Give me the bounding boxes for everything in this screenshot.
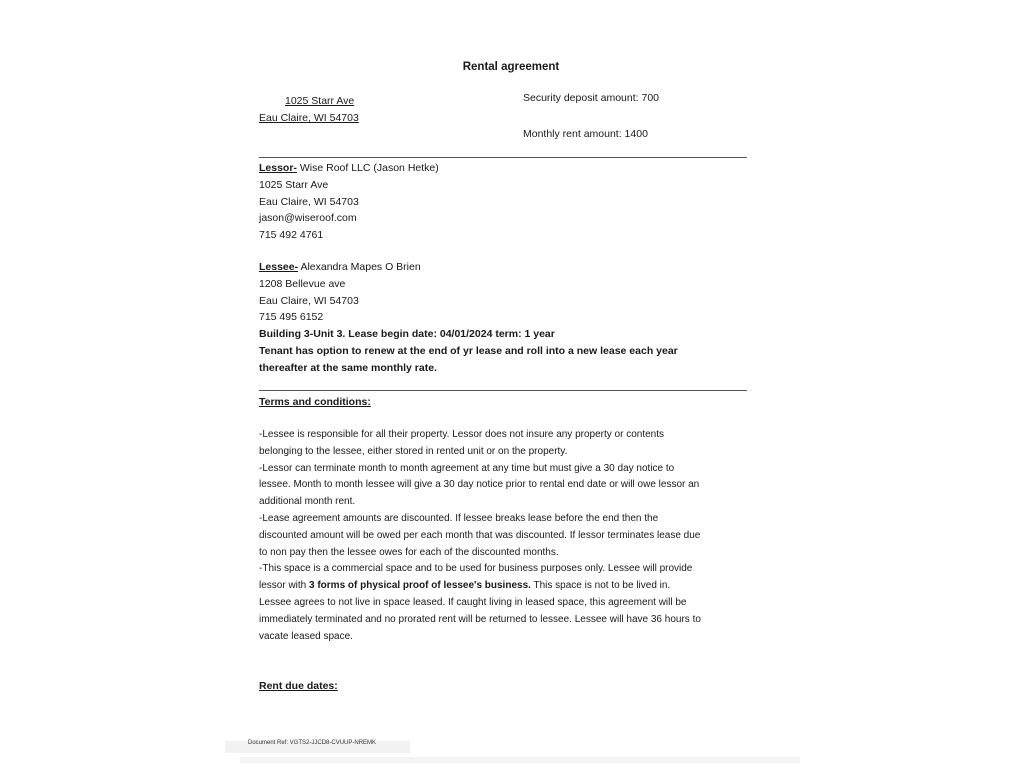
lessor-block	[259, 160, 439, 244]
terms-text: lessor with	[259, 580, 310, 592]
terms-line	[259, 578, 769, 595]
terms-body	[259, 427, 769, 645]
lease-info-line1: Building 3-Unit 3. Lease begin date: 04/01/2024 term: 1 year	[259, 328, 555, 341]
lease-info-line3: thereafter at the same monthly rate.	[259, 361, 437, 374]
document-title: Rental agreement	[462, 61, 560, 73]
terms-line: additional month rent.	[259, 496, 356, 508]
monthly-rent: Monthly rent amount: 1400	[523, 128, 648, 140]
lease-info-line2: Tenant has option to renew at the end of yr lease and roll into a new lease each year	[259, 344, 678, 357]
security-deposit: Security deposit amount: 700	[523, 92, 659, 104]
lessor-name-line	[259, 160, 439, 177]
lessee-block	[259, 259, 678, 377]
lessor-phone: 715 492 4761	[259, 229, 324, 242]
terms-line: lessee. Month to month lessee will give a 30 day notice prior to rental end date or will owe lessor an	[259, 479, 700, 491]
terms-line: discounted amount will be owed per each month that was discounted. If lessor terminates lease due	[259, 529, 701, 541]
document-reference: Document Ref: VGTS2-JJCD8-CVUUP-NREMK	[248, 740, 377, 746]
divider-top	[259, 157, 747, 158]
lessor-name: Wise Roof LLC (Jason Hetke)	[296, 162, 439, 174]
lessee-address2: Eau Claire, WI 54703	[259, 294, 359, 307]
property-address-line1: 1025 Starr Ave	[285, 95, 355, 107]
terms-line: -Lessee is responsible for all their property. Lessor does not insure any property or contents	[259, 429, 665, 440]
page-bottom-edge	[240, 757, 800, 763]
divider-middle	[259, 390, 747, 391]
lessee-phone: 715 495 6152	[259, 311, 324, 324]
terms-line: -Lessor can terminate month to month agreement at any time but must give a 30 day notice to	[259, 462, 675, 474]
lessee-address1: 1208 Bellevue ave	[259, 277, 346, 290]
terms-bold-text: 3 forms of physical proof of lessee's business.	[309, 580, 531, 592]
lessee-name-line	[259, 259, 678, 276]
terms-line: -Lease agreement amounts are discounted. If lessee breaks lease before the end then the	[259, 512, 659, 524]
terms-line: vacate leased space.	[259, 630, 353, 642]
property-address-line2: Eau Claire, WI 54703	[259, 112, 359, 124]
terms-heading: Terms and conditions:	[259, 396, 371, 408]
terms-line: to non pay then the lessee owes for each of the discounted months.	[259, 546, 559, 558]
terms-line: belonging to the lessee, either stored in rented unit or on the property.	[259, 445, 568, 457]
lessor-address2: Eau Claire, WI 54703	[259, 195, 359, 208]
terms-line: -This space is a commercial space and to be used for business purposes only. Lessee will provide	[259, 563, 693, 575]
lessee-label: Lessee-	[259, 261, 299, 273]
lessor-label: Lessor-	[259, 162, 297, 174]
terms-text: This space is not to be lived in.	[530, 580, 671, 592]
lessor-email: jason@wiseroof.com	[259, 212, 357, 225]
lessee-name: Alexandra Mapes O Brien	[298, 261, 421, 273]
terms-line: Lessee agrees to not live in space leased. If caught living in leased space, this agreement will be	[259, 596, 687, 608]
lessor-address1: 1025 Starr Ave	[259, 178, 329, 191]
rent-due-heading: Rent due dates:	[259, 680, 338, 692]
terms-line: immediately terminated and no prorated rent will be returned to lessee. Lessee will have 36 hours to	[259, 613, 701, 625]
